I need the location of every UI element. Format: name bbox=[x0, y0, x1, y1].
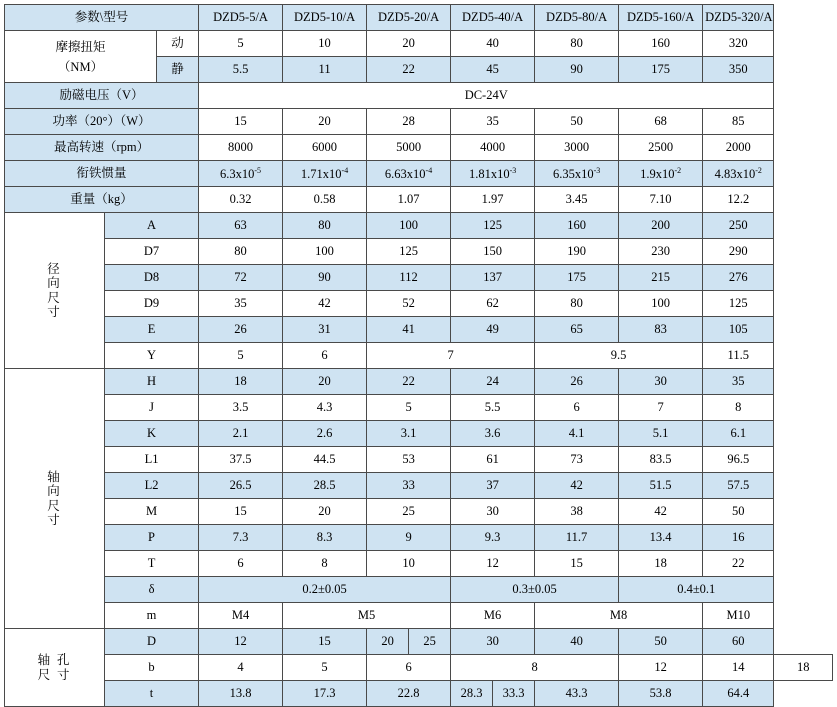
weight-1: 0.58 bbox=[283, 187, 367, 213]
bore-t-1: 17.3 bbox=[283, 681, 367, 707]
axial-P-1: 8.3 bbox=[283, 525, 367, 551]
header-model-3: DZD5-40/A bbox=[451, 5, 535, 31]
radial-D9-3: 62 bbox=[451, 291, 535, 317]
speed-5: 2500 bbox=[619, 135, 703, 161]
radial-row-E bbox=[5, 317, 833, 343]
bore-D-7: 60 bbox=[703, 629, 774, 655]
axial-name-delta: δ bbox=[105, 577, 199, 603]
speed-6: 2000 bbox=[703, 135, 774, 161]
axial-L2-6: 57.5 bbox=[703, 473, 774, 499]
radial-Y-2: 7 bbox=[367, 343, 535, 369]
axial-m-2: M6 bbox=[451, 603, 535, 629]
axial-H-2: 22 bbox=[367, 369, 451, 395]
radial-A-3: 125 bbox=[451, 213, 535, 239]
axial-L1-4: 73 bbox=[535, 447, 619, 473]
power-5: 68 bbox=[619, 109, 703, 135]
axial-T-0: 6 bbox=[199, 551, 283, 577]
radial-E-4: 65 bbox=[535, 317, 619, 343]
axial-T-1: 8 bbox=[283, 551, 367, 577]
axial-row-J bbox=[5, 395, 833, 421]
weight-row bbox=[5, 187, 833, 213]
inertia-2: $6.63x10^{-4}$ bbox=[367, 161, 451, 187]
radial-group-label: 径 向 尺 寸 bbox=[5, 213, 105, 369]
inertia-0: $6.3x10^{-5}$ bbox=[199, 161, 283, 187]
torque-dynamic-4: 80 bbox=[535, 31, 619, 57]
radial-E-1: 31 bbox=[283, 317, 367, 343]
spec-sheet bbox=[0, 4, 837, 701]
axial-P-4: 11.7 bbox=[535, 525, 619, 551]
radial-Y-1: 6 bbox=[283, 343, 367, 369]
bore-group-label: 轴 孔 尺 寸 bbox=[5, 629, 105, 707]
header-row bbox=[5, 5, 833, 31]
axial-T-2: 10 bbox=[367, 551, 451, 577]
axial-J-6: 8 bbox=[703, 395, 774, 421]
radial-D9-6: 125 bbox=[703, 291, 774, 317]
power-4: 50 bbox=[535, 109, 619, 135]
radial-row-Y bbox=[5, 343, 833, 369]
torque-static-0: 5.5 bbox=[199, 57, 283, 83]
axial-delta-1: 0.3±0.05 bbox=[451, 577, 619, 603]
radial-name-Y: Y bbox=[105, 343, 199, 369]
radial-name-E: E bbox=[105, 317, 199, 343]
axial-H-1: 20 bbox=[283, 369, 367, 395]
bore-t-2: 22.8 bbox=[367, 681, 451, 707]
radial-D7-2: 125 bbox=[367, 239, 451, 265]
axial-L2-1: 28.5 bbox=[283, 473, 367, 499]
axial-row-M bbox=[5, 499, 833, 525]
voltage-value: DC-24V bbox=[199, 83, 774, 109]
speed-0: 8000 bbox=[199, 135, 283, 161]
axial-L1-5: 83.5 bbox=[619, 447, 703, 473]
radial-D7-4: 190 bbox=[535, 239, 619, 265]
torque-dynamic-3: 40 bbox=[451, 31, 535, 57]
power-2: 28 bbox=[367, 109, 451, 135]
radial-D9-0: 35 bbox=[199, 291, 283, 317]
axial-L1-6: 96.5 bbox=[703, 447, 774, 473]
inertia-1: $1.71x10^{-4}$ bbox=[283, 161, 367, 187]
header-model-2: DZD5-20/A bbox=[367, 5, 451, 31]
axial-name-L2: L2 bbox=[105, 473, 199, 499]
axial-group-label: 轴 向 尺 寸 bbox=[5, 369, 105, 629]
torque-dynamic-2: 20 bbox=[367, 31, 451, 57]
header-model-0: DZD5-5/A bbox=[199, 5, 283, 31]
bore-t-6: 53.8 bbox=[619, 681, 703, 707]
axial-L1-2: 53 bbox=[367, 447, 451, 473]
bore-D-4: 30 bbox=[451, 629, 535, 655]
bore-D-2: 20 bbox=[367, 629, 409, 655]
axial-M-6: 50 bbox=[703, 499, 774, 525]
bore-t-7: 64.4 bbox=[703, 681, 774, 707]
weight-4: 3.45 bbox=[535, 187, 619, 213]
radial-D8-1: 90 bbox=[283, 265, 367, 291]
torque-static-6: 350 bbox=[703, 57, 774, 83]
axial-M-1: 20 bbox=[283, 499, 367, 525]
radial-D7-1: 100 bbox=[283, 239, 367, 265]
header-param-label: 参数\型号 bbox=[5, 5, 199, 31]
bore-b-6: 18 bbox=[774, 655, 833, 681]
axial-J-0: 3.5 bbox=[199, 395, 283, 421]
torque-dynamic-1: 10 bbox=[283, 31, 367, 57]
bore-row-t bbox=[5, 681, 833, 707]
radial-D9-1: 42 bbox=[283, 291, 367, 317]
bore-b-1: 5 bbox=[283, 655, 367, 681]
axial-name-T: T bbox=[105, 551, 199, 577]
axial-J-1: 4.3 bbox=[283, 395, 367, 421]
header-model-4: DZD5-80/A bbox=[535, 5, 619, 31]
radial-Y-4: 11.5 bbox=[703, 343, 774, 369]
header-model-5: DZD5-160/A bbox=[619, 5, 703, 31]
radial-row-A bbox=[5, 213, 833, 239]
radial-D8-6: 276 bbox=[703, 265, 774, 291]
axial-delta-0: 0.2±0.05 bbox=[199, 577, 451, 603]
radial-E-6: 105 bbox=[703, 317, 774, 343]
axial-name-m: m bbox=[105, 603, 199, 629]
radial-row-D8 bbox=[5, 265, 833, 291]
bore-row-b bbox=[5, 655, 833, 681]
speed-row bbox=[5, 135, 833, 161]
axial-name-M: M bbox=[105, 499, 199, 525]
bore-t-3: 28.3 bbox=[451, 681, 493, 707]
radial-D8-2: 112 bbox=[367, 265, 451, 291]
radial-D7-3: 150 bbox=[451, 239, 535, 265]
radial-D7-0: 80 bbox=[199, 239, 283, 265]
axial-J-2: 5 bbox=[367, 395, 451, 421]
axial-K-0: 2.1 bbox=[199, 421, 283, 447]
power-6: 85 bbox=[703, 109, 774, 135]
bore-b-5: 14 bbox=[703, 655, 774, 681]
specification-table bbox=[4, 4, 833, 707]
radial-A-5: 200 bbox=[619, 213, 703, 239]
axial-P-6: 16 bbox=[703, 525, 774, 551]
axial-M-0: 15 bbox=[199, 499, 283, 525]
radial-row-D9 bbox=[5, 291, 833, 317]
bore-D-6: 50 bbox=[619, 629, 703, 655]
axial-T-4: 15 bbox=[535, 551, 619, 577]
bore-b-2: 6 bbox=[367, 655, 451, 681]
bore-D-0: 12 bbox=[199, 629, 283, 655]
inertia-row bbox=[5, 161, 833, 187]
torque-static-5: 175 bbox=[619, 57, 703, 83]
weight-2: 1.07 bbox=[367, 187, 451, 213]
axial-H-0: 18 bbox=[199, 369, 283, 395]
radial-name-A: A bbox=[105, 213, 199, 239]
radial-D9-2: 52 bbox=[367, 291, 451, 317]
axial-row-delta bbox=[5, 577, 833, 603]
torque-dynamic-row bbox=[5, 31, 833, 57]
radial-D9-5: 100 bbox=[619, 291, 703, 317]
axial-T-3: 12 bbox=[451, 551, 535, 577]
axial-K-5: 5.1 bbox=[619, 421, 703, 447]
bore-t-4: 33.3 bbox=[493, 681, 535, 707]
axial-m-1: M5 bbox=[283, 603, 451, 629]
radial-D7-5: 230 bbox=[619, 239, 703, 265]
torque-static-label: 静 bbox=[157, 57, 199, 83]
radial-D9-4: 80 bbox=[535, 291, 619, 317]
inertia-3: $1.81x10^{-3}$ bbox=[451, 161, 535, 187]
axial-P-0: 7.3 bbox=[199, 525, 283, 551]
power-row bbox=[5, 109, 833, 135]
radial-D7-6: 290 bbox=[703, 239, 774, 265]
inertia-label: 衔铁惯量 bbox=[5, 161, 199, 187]
axial-name-J: J bbox=[105, 395, 199, 421]
radial-E-5: 83 bbox=[619, 317, 703, 343]
inertia-4: $6.35x10^{-3}$ bbox=[535, 161, 619, 187]
header-model-1: DZD5-10/A bbox=[283, 5, 367, 31]
bore-name-b: b bbox=[105, 655, 199, 681]
weight-3: 1.97 bbox=[451, 187, 535, 213]
bore-name-t: t bbox=[105, 681, 199, 707]
axial-row-T bbox=[5, 551, 833, 577]
torque-label: 摩擦扭矩 （NM） bbox=[5, 31, 157, 83]
speed-1: 6000 bbox=[283, 135, 367, 161]
torque-dynamic-0: 5 bbox=[199, 31, 283, 57]
bore-name-D: D bbox=[105, 629, 199, 655]
torque-static-4: 90 bbox=[535, 57, 619, 83]
axial-J-5: 7 bbox=[619, 395, 703, 421]
axial-name-K: K bbox=[105, 421, 199, 447]
radial-A-6: 250 bbox=[703, 213, 774, 239]
axial-M-5: 42 bbox=[619, 499, 703, 525]
radial-row-D7 bbox=[5, 239, 833, 265]
axial-L1-0: 37.5 bbox=[199, 447, 283, 473]
bore-t-0: 13.8 bbox=[199, 681, 283, 707]
axial-row-P bbox=[5, 525, 833, 551]
axial-row-L2 bbox=[5, 473, 833, 499]
bore-D-1: 15 bbox=[283, 629, 367, 655]
table-body bbox=[5, 5, 833, 707]
power-label: 功率（20°）（W） bbox=[5, 109, 199, 135]
axial-K-2: 3.1 bbox=[367, 421, 451, 447]
axial-row-K bbox=[5, 421, 833, 447]
axial-m-0: M4 bbox=[199, 603, 283, 629]
radial-E-3: 49 bbox=[451, 317, 535, 343]
axial-L2-3: 37 bbox=[451, 473, 535, 499]
radial-A-0: 63 bbox=[199, 213, 283, 239]
torque-dynamic-label: 动 bbox=[157, 31, 199, 57]
radial-E-0: 26 bbox=[199, 317, 283, 343]
power-0: 15 bbox=[199, 109, 283, 135]
axial-m-3: M8 bbox=[535, 603, 703, 629]
axial-T-5: 18 bbox=[619, 551, 703, 577]
radial-A-1: 80 bbox=[283, 213, 367, 239]
radial-A-2: 100 bbox=[367, 213, 451, 239]
bore-b-3: 8 bbox=[451, 655, 619, 681]
radial-D8-4: 175 bbox=[535, 265, 619, 291]
bore-D-5: 40 bbox=[535, 629, 619, 655]
axial-P-5: 13.4 bbox=[619, 525, 703, 551]
axial-name-P: P bbox=[105, 525, 199, 551]
axial-K-4: 4.1 bbox=[535, 421, 619, 447]
bore-b-0: 4 bbox=[199, 655, 283, 681]
torque-static-3: 45 bbox=[451, 57, 535, 83]
radial-Y-0: 5 bbox=[199, 343, 283, 369]
bore-row-D bbox=[5, 629, 833, 655]
axial-K-1: 2.6 bbox=[283, 421, 367, 447]
power-3: 35 bbox=[451, 109, 535, 135]
axial-M-2: 25 bbox=[367, 499, 451, 525]
header-model-6: DZD5-320/A bbox=[703, 5, 774, 31]
speed-4: 3000 bbox=[535, 135, 619, 161]
bore-b-4: 12 bbox=[619, 655, 703, 681]
bore-D-3: 25 bbox=[409, 629, 451, 655]
axial-T-6: 22 bbox=[703, 551, 774, 577]
torque-dynamic-5: 160 bbox=[619, 31, 703, 57]
power-1: 20 bbox=[283, 109, 367, 135]
speed-2: 5000 bbox=[367, 135, 451, 161]
radial-A-4: 160 bbox=[535, 213, 619, 239]
weight-0: 0.32 bbox=[199, 187, 283, 213]
axial-H-3: 24 bbox=[451, 369, 535, 395]
radial-D8-0: 72 bbox=[199, 265, 283, 291]
axial-row-L1 bbox=[5, 447, 833, 473]
torque-static-2: 22 bbox=[367, 57, 451, 83]
weight-5: 7.10 bbox=[619, 187, 703, 213]
axial-L1-3: 61 bbox=[451, 447, 535, 473]
axial-H-6: 35 bbox=[703, 369, 774, 395]
radial-name-D9: D9 bbox=[105, 291, 199, 317]
axial-name-L1: L1 bbox=[105, 447, 199, 473]
axial-K-3: 3.6 bbox=[451, 421, 535, 447]
voltage-row bbox=[5, 83, 833, 109]
torque-dynamic-6: 320 bbox=[703, 31, 774, 57]
bore-t-5: 43.3 bbox=[535, 681, 619, 707]
axial-M-4: 38 bbox=[535, 499, 619, 525]
radial-name-D7: D7 bbox=[105, 239, 199, 265]
weight-label: 重量（kg） bbox=[5, 187, 199, 213]
radial-Y-3: 9.5 bbox=[535, 343, 703, 369]
radial-name-D8: D8 bbox=[105, 265, 199, 291]
axial-J-3: 5.5 bbox=[451, 395, 535, 421]
axial-row-m bbox=[5, 603, 833, 629]
axial-H-4: 26 bbox=[535, 369, 619, 395]
axial-L2-4: 42 bbox=[535, 473, 619, 499]
inertia-5: $1.9x10^{-2}$ bbox=[619, 161, 703, 187]
axial-delta-2: 0.4±0.1 bbox=[619, 577, 774, 603]
axial-name-H: H bbox=[105, 369, 199, 395]
torque-static-1: 11 bbox=[283, 57, 367, 83]
inertia-6: $4.83x10^{-2}$ bbox=[703, 161, 774, 187]
axial-M-3: 30 bbox=[451, 499, 535, 525]
axial-J-4: 6 bbox=[535, 395, 619, 421]
voltage-label: 励磁电压（V） bbox=[5, 83, 199, 109]
weight-6: 12.2 bbox=[703, 187, 774, 213]
axial-L2-5: 51.5 bbox=[619, 473, 703, 499]
axial-P-3: 9.3 bbox=[451, 525, 535, 551]
speed-3: 4000 bbox=[451, 135, 535, 161]
axial-K-6: 6.1 bbox=[703, 421, 774, 447]
axial-L1-1: 44.5 bbox=[283, 447, 367, 473]
speed-label: 最高转速（rpm） bbox=[5, 135, 199, 161]
axial-P-2: 9 bbox=[367, 525, 451, 551]
axial-m-4: M10 bbox=[703, 603, 774, 629]
axial-H-5: 30 bbox=[619, 369, 703, 395]
radial-D8-5: 215 bbox=[619, 265, 703, 291]
axial-row-H bbox=[5, 369, 833, 395]
axial-L2-2: 33 bbox=[367, 473, 451, 499]
radial-D8-3: 137 bbox=[451, 265, 535, 291]
axial-L2-0: 26.5 bbox=[199, 473, 283, 499]
radial-E-2: 41 bbox=[367, 317, 451, 343]
